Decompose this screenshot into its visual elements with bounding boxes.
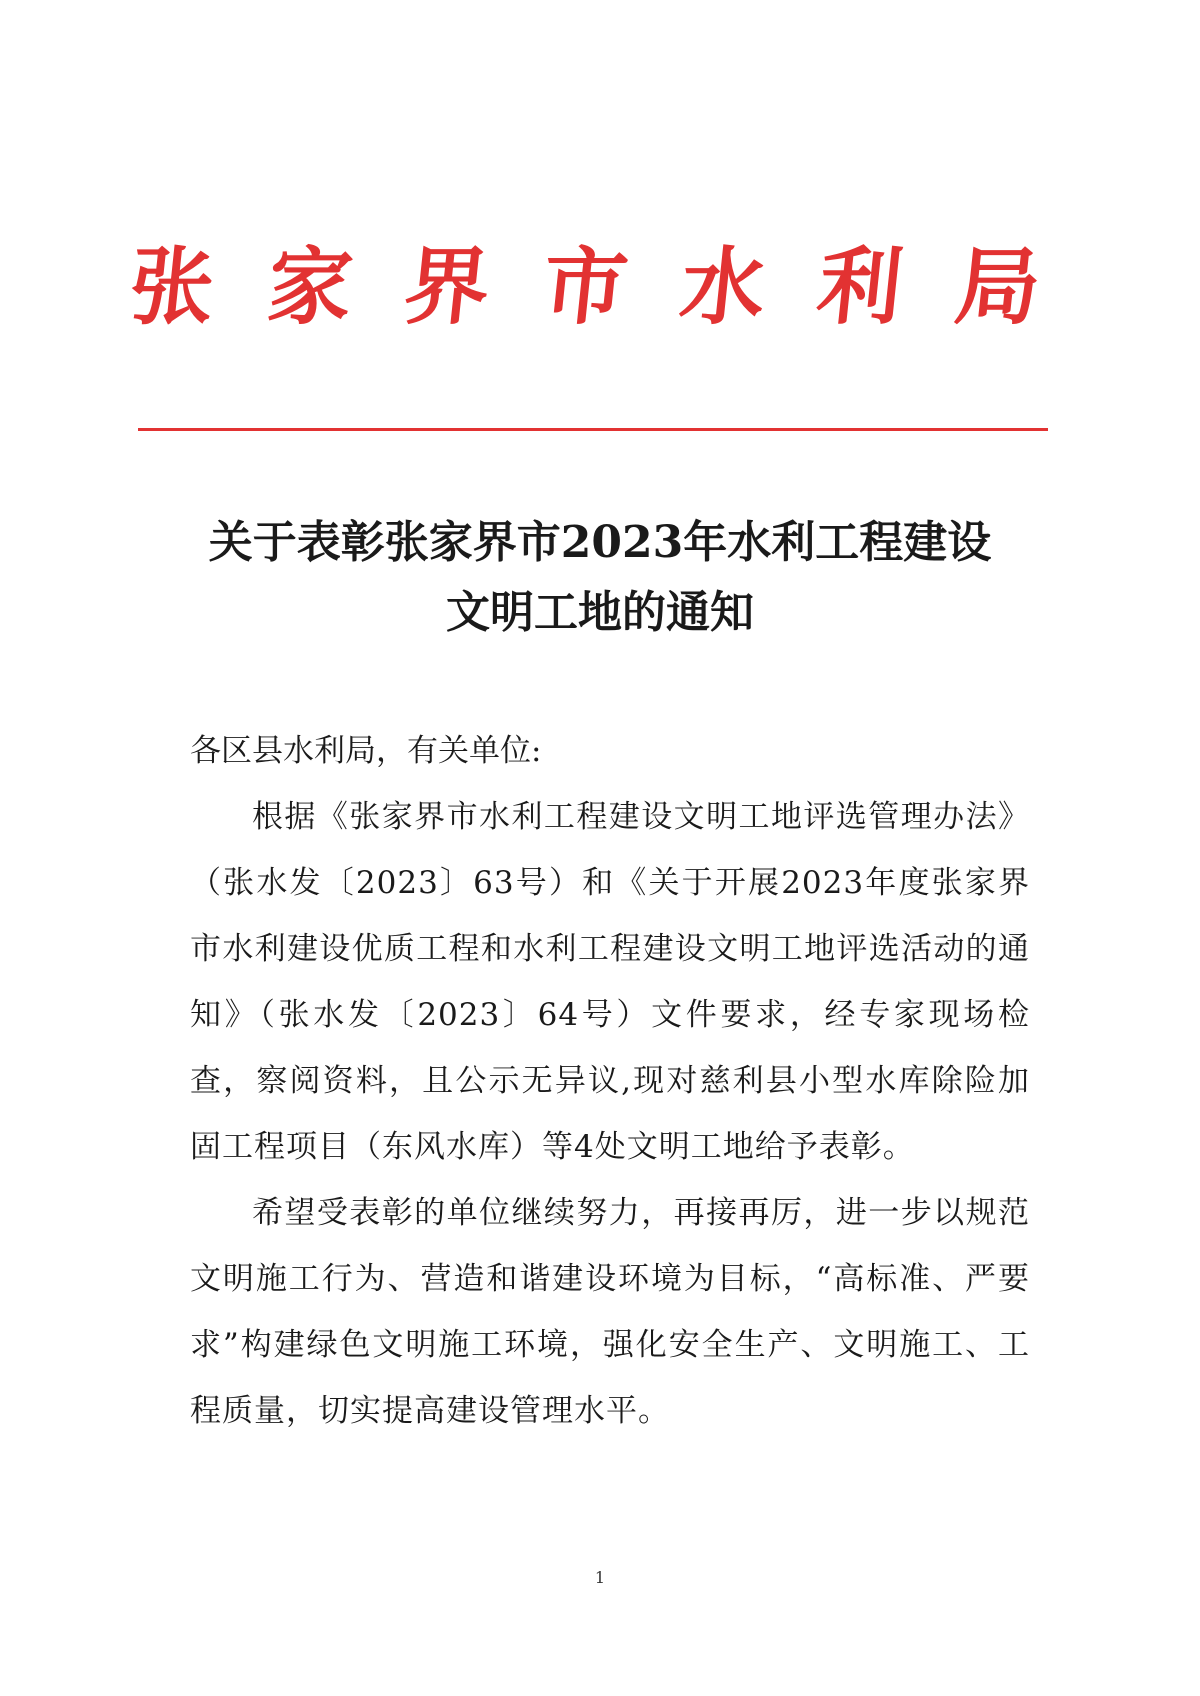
document-body — [190, 784, 1030, 1444]
letterhead-char: 水 — [675, 238, 770, 336]
body-paragraph-1: 根据《张家界市水利工程建设文明工地评选管理办法》（张水发〔2023〕63号）和《关于开展2023年度张家界市水利建设优质工程和水利工程建设文明工地评选活动的通知》（张水发〔2023〕64号）文件要求，经专家现场检查，察阅资料，且公示无异议,现对慈利县小型水库除险加固工程项目（东风水库）等4处文明工地给予表彰。 — [190, 799, 1030, 1165]
salutation: 各区县水利局，有关单位: — [190, 733, 542, 769]
letterhead-char: 局 — [950, 238, 1046, 336]
title-line-2: 文明工地的通知 — [446, 587, 754, 638]
letterhead-char: 市 — [537, 238, 633, 336]
letterhead-divider — [138, 428, 1048, 431]
letterhead — [124, 232, 1046, 342]
letterhead-char: 家 — [262, 238, 357, 336]
page-number: 1 — [594, 1568, 606, 1587]
letterhead-char: 利 — [813, 238, 908, 336]
title-line-1: 关于表彰张家界市2023年水利工程建设 — [208, 517, 992, 568]
letterhead-char: 界 — [400, 238, 495, 336]
body-paragraph-2: 希望受表彰的单位继续努力，再接再厉，进一步以规范文明施工行为、营造和谐建设环境为目标，“高标准、严要求”构建绿色文明施工环境，强化安全生产、文明施工、工程质量，切实提高建设管理水平。 — [190, 1195, 1030, 1429]
letterhead-char: 张 — [124, 238, 220, 336]
document-title — [130, 508, 1070, 648]
